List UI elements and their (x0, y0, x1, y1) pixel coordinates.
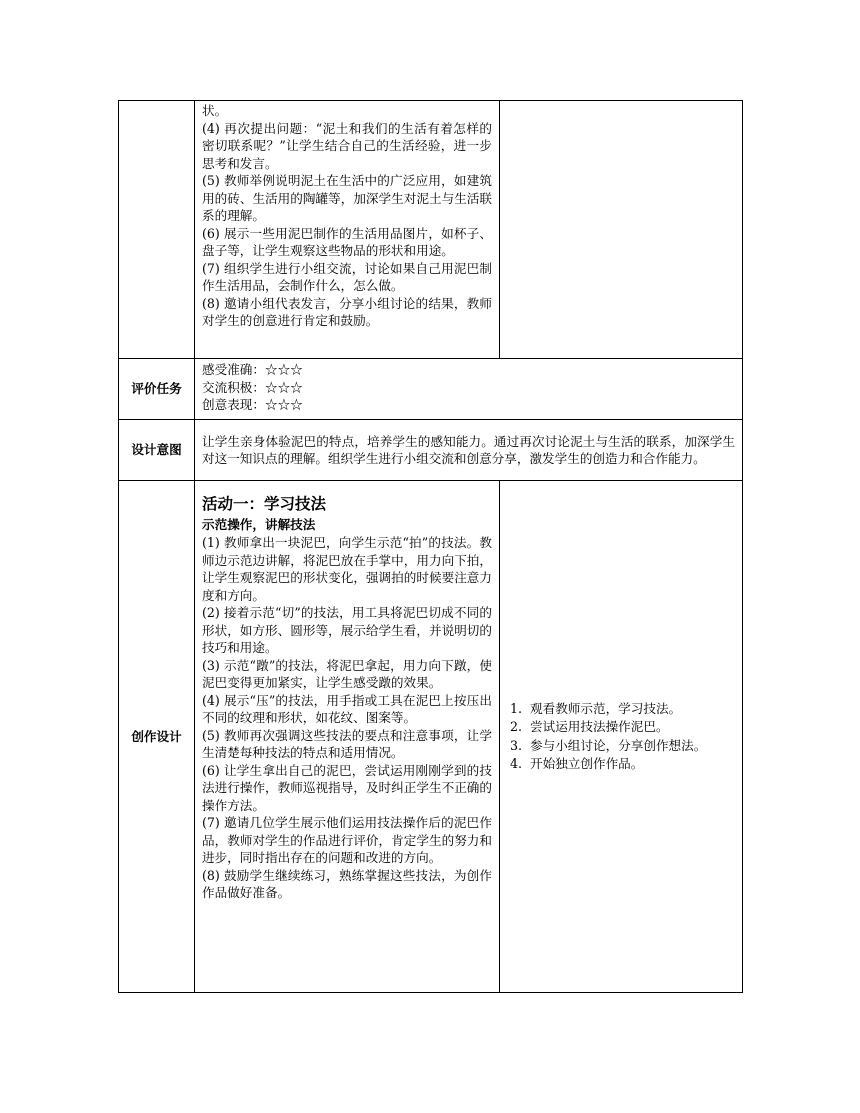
table-row-continuation (119, 101, 743, 359)
activity-subtitle: 示范操作，讲解技法 (202, 517, 316, 532)
activity-title: 活动一：学习技法 (202, 495, 327, 513)
creation-student-cell (500, 481, 743, 993)
list-item (510, 700, 735, 719)
list-item-number: 2. (510, 719, 523, 734)
continuation-line: 状。 (202, 103, 228, 118)
list-item-number: 4. (510, 756, 523, 771)
list-item (510, 737, 735, 756)
creation-label: 创作设计 (119, 481, 195, 993)
design-intent-content (195, 420, 743, 481)
creation-step-4: (4) 展示“压”的技法，用手指或工具在泥巴上按压出不同的纹理和形状，如花纹、图案等。 (202, 692, 492, 725)
list-item (510, 718, 735, 737)
design-intent-text: 让学生亲身体验泥巴的特点，培养学生的感知能力。通过再次讨论泥土与生活的联系，加深学生对这一知识点的理解。组织学生进行小组交流和创意分享，激发学生的创造力和合作能力。 (202, 433, 735, 466)
list-item-text: 开始独立创作作品。 (530, 756, 644, 771)
list-item-text: 参与小组讨论，分享创作想法。 (530, 737, 707, 753)
continuation-step-4: (4) 再次提出问题：“泥土和我们的生活有着怎样的密切联系呢？”让学生结合自己的生活经验，进一步思考和发言。 (202, 120, 492, 171)
continuation-step-6: (6) 展示一些用泥巴制作的生活用品图片，如杯子、盘子等，让学生观察这些物品的形状和用途。 (202, 225, 492, 258)
evaluation-item-creativity: 创意表现：☆☆☆ (202, 397, 303, 412)
table-row-evaluation (119, 359, 743, 420)
lesson-plan-table (118, 100, 743, 993)
label-cell-empty (119, 101, 195, 359)
continuation-step-7: (7) 组织学生进行小组交流，讨论如果自己用泥巴制作生活用品，会制作什么，怎么做。 (202, 260, 492, 293)
list-item-number: 1. (510, 700, 523, 716)
creation-step-5: (5) 教师再次强调这些技法的要点和注意事项，让学生清楚每种技法的特点和适用情况。 (202, 727, 492, 760)
creation-step-6: (6) 让学生拿出自己的泥巴，尝试运用刚刚学到的技法进行操作，教师巡视指导，及时纠正学生不正确的操作方法。 (202, 762, 492, 813)
evaluation-item-communication: 交流积极：☆☆☆ (202, 379, 303, 395)
teacher-activity-cell (195, 101, 500, 359)
list-item (510, 755, 735, 774)
creation-step-7: (7) 邀请几位学生展示他们运用技法操作后的泥巴作品，教师对学生的作品进行评价，肯定学生的努力和进步，同时指出存在的问题和改进的方向。 (202, 815, 492, 865)
design-intent-label: 设计意图 (119, 420, 195, 481)
list-item-text: 观看教师示范，学习技法。 (530, 700, 682, 716)
continuation-step-8: (8) 邀请小组代表发言，分享小组讨论的结果，教师对学生的创意进行肯定和鼓励。 (202, 295, 492, 328)
student-activity-list (510, 700, 735, 774)
creation-step-3: (3) 示范“蹾”的技法，将泥巴拿起，用力向下蹾，使泥巴变得更加紧实，让学生感受蹾的效果。 (202, 657, 492, 690)
list-item-text: 尝试运用技法操作泥巴。 (530, 719, 669, 734)
continuation-step-5: (5) 教师举例说明泥土在生活中的广泛应用，如建筑用的砖、生活用的陶罐等，加深学生对泥土与生活联系的理解。 (202, 173, 492, 223)
student-activity-cell-empty (500, 101, 743, 359)
evaluation-item-perception: 感受准确：☆☆☆ (202, 362, 303, 377)
lesson-plan-page (118, 100, 742, 993)
creation-step-8: (8) 鼓励学生继续练习，熟练掌握这些技法，为创作作品做好准备。 (202, 867, 492, 900)
evaluation-content (195, 359, 743, 420)
table-row-creation (119, 481, 743, 993)
creation-step-1: (1) 教师拿出一块泥巴，向学生示范“拍”的技法。教师边示范边讲解，将泥巴放在手掌中，用力向下拍，让学生观察泥巴的形状变化，强调拍的时候要注意力度和方向。 (202, 535, 492, 603)
evaluation-label: 评价任务 (119, 359, 195, 420)
creation-teacher-cell (195, 481, 500, 993)
creation-step-2: (2) 接着示范“切”的技法，用工具将泥巴切成不同的形状，如方形、圆形等，展示给学生看，并说明切的技巧和用途。 (202, 605, 492, 655)
table-row-design-intent (119, 420, 743, 481)
list-item-number: 3. (510, 737, 523, 753)
